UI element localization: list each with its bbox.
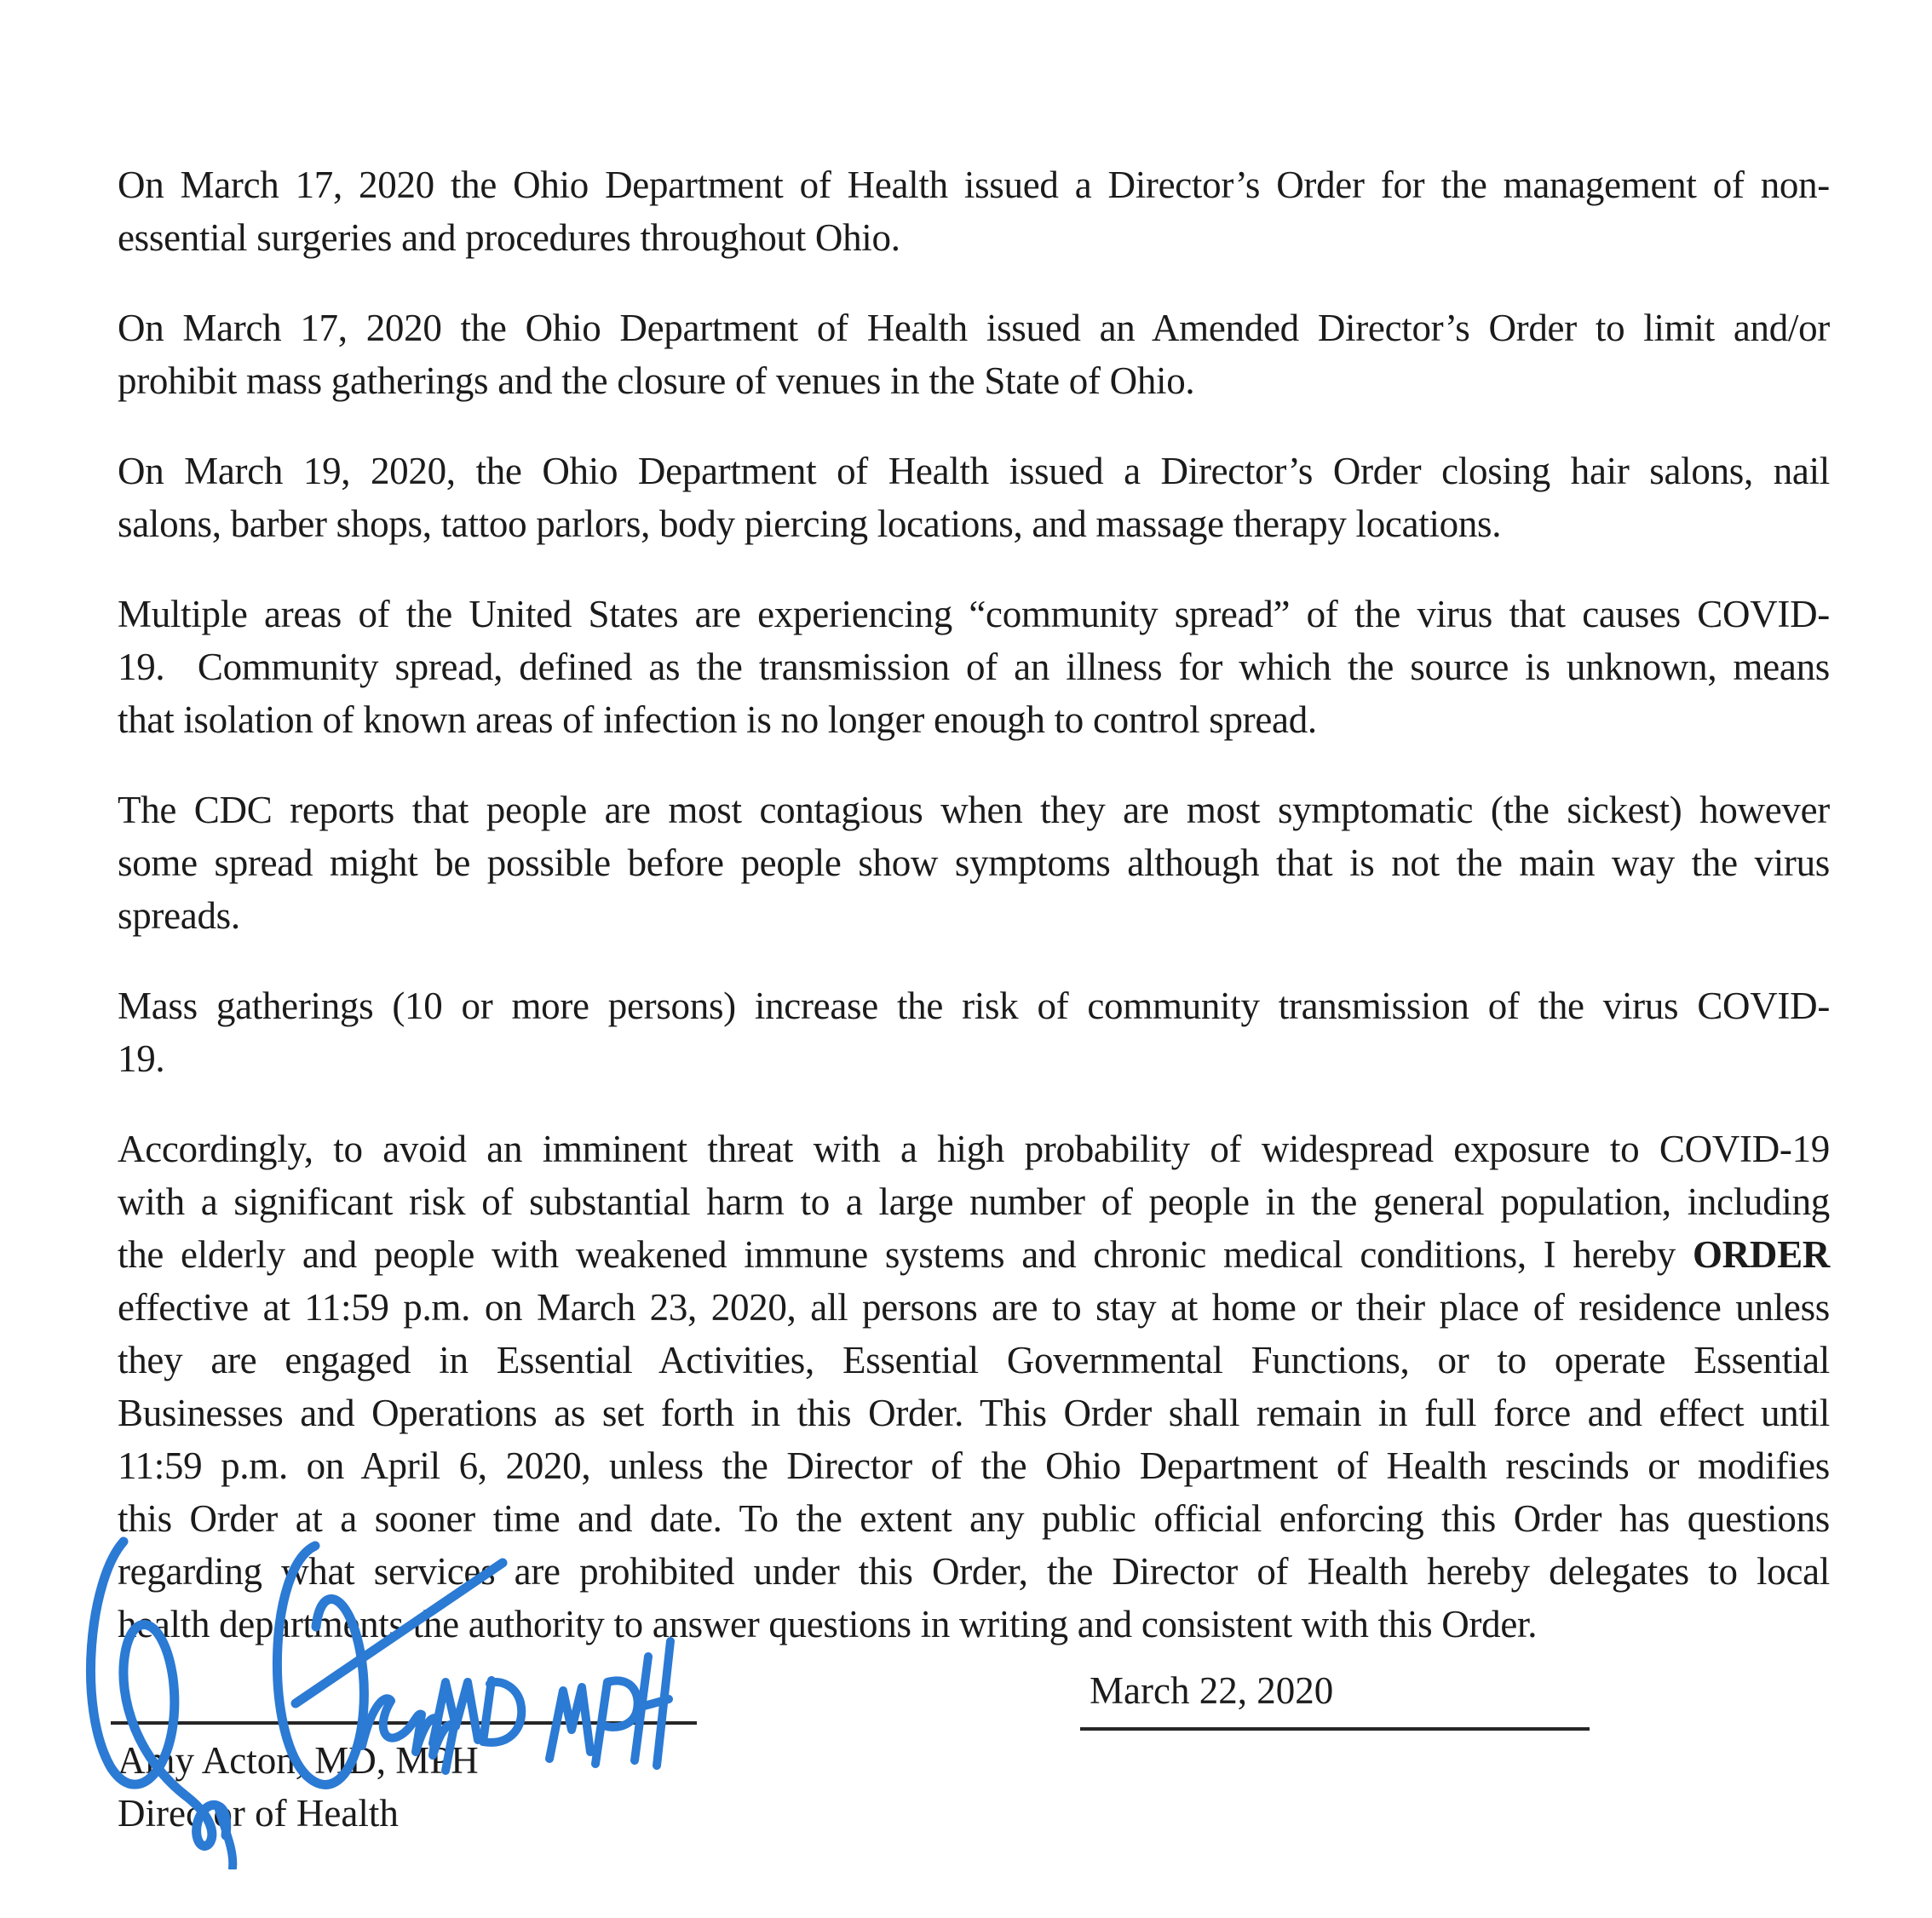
body-line: effective at 11:59 p.m. on March 23, 2020, all persons are to stay at home or their place of residence unless — [118, 1286, 1830, 1329]
body-line: this Order at a sooner time and date. To the extent any public official enforcing this Order has questions — [118, 1497, 1830, 1540]
body-line: spreads. — [118, 894, 240, 937]
paragraph — [118, 784, 1830, 942]
paragraph — [118, 158, 1830, 264]
paragraph — [118, 445, 1830, 550]
paragraph — [118, 979, 1830, 1085]
body-line: the elderly and people with weakened immune systems and chronic medical conditions, I hereby ORDER — [118, 1233, 1830, 1276]
signature-line — [111, 1721, 697, 1725]
body-line: Mass gatherings (10 or more persons) increase the risk of community transmission of the virus COVID- — [118, 985, 1830, 1027]
body-line: 11:59 p.m. on April 6, 2020, unless the Director of the Ohio Department of Health rescinds or modifies — [118, 1444, 1830, 1487]
date-line — [1080, 1727, 1590, 1731]
body-line: Multiple areas of the United States are experiencing “community spread” of the virus that causes COVID- — [118, 593, 1830, 635]
body-line: The CDC reports that people are most contagious when they are most symptomatic (the sickest) however — [118, 789, 1830, 831]
letter-body — [118, 158, 1830, 1688]
signature-block — [118, 1734, 479, 1840]
body-line: On March 17, 2020 the Ohio Department of Health issued a Director’s Order for the management of non- — [118, 164, 1830, 206]
paragraph — [118, 1123, 1830, 1651]
date-value: March 22, 2020 — [1090, 1669, 1334, 1712]
body-line: Businesses and Operations as set forth in this Order. This Order shall remain in full force and effect until — [118, 1392, 1830, 1434]
body-line: regarding what services are prohibited under this Order, the Director of Health hereby delegates to local — [118, 1550, 1830, 1593]
body-line: that isolation of known areas of infection is no longer enough to control spread. — [118, 698, 1317, 741]
body-line: 19. — [118, 1037, 165, 1080]
signatory-name: Amy Acton, MD, MPH — [118, 1739, 479, 1782]
body-line: with a significant risk of substantial harm to a large number of people in the general population, including — [118, 1180, 1830, 1223]
body-line: salons, barber shops, tattoo parlors, body piercing locations, and massage therapy locations. — [118, 502, 1502, 545]
signatory-title: Director of Health — [118, 1792, 399, 1835]
body-line: prohibit mass gatherings and the closure of venues in the State of Ohio. — [118, 359, 1195, 402]
body-line: On March 17, 2020 the Ohio Department of Health issued an Amended Director’s Order to limit and/or — [118, 307, 1830, 349]
body-line: Accordingly, to avoid an imminent threat with a high probability of widespread exposure to COVID-19 — [118, 1128, 1830, 1170]
body-line: essential surgeries and procedures throughout Ohio. — [118, 216, 900, 259]
body-line: some spread might be possible before people show symptoms although that is not the main way the virus — [118, 841, 1830, 884]
paragraph — [118, 588, 1830, 746]
body-line: health departments the authority to answer questions in writing and consistent with this Order. — [118, 1603, 1538, 1645]
paragraph — [118, 301, 1830, 407]
body-line: On March 19, 2020, the Ohio Department of Health issued a Director’s Order closing hair salons, nail — [118, 450, 1830, 492]
body-line: they are engaged in Essential Activities, Essential Governmental Functions, or to operate Essential — [118, 1339, 1830, 1381]
body-line: 19. Community spread, defined as the transmission of an illness for which the source is unknown, means — [118, 646, 1830, 688]
